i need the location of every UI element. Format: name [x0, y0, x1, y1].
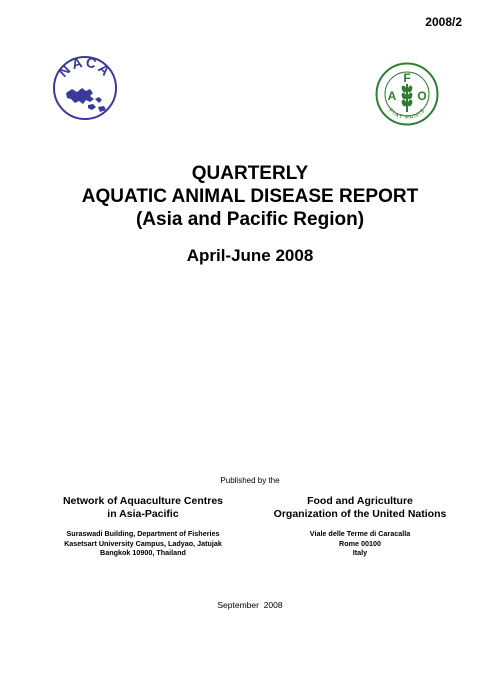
publisher-address — [255, 529, 465, 558]
publisher-name — [38, 495, 248, 521]
report-period: April-June 2008 — [186, 246, 314, 265]
fao-letter-f: F — [403, 71, 411, 85]
publisher-fao — [255, 495, 465, 558]
publisher-address — [38, 529, 248, 558]
address-line: Viale delle Terme di Caracalla — [309, 529, 411, 538]
fao-logo-icon — [375, 62, 439, 126]
publisher-name-line: Organization of the United Nations — [273, 508, 447, 520]
fao-letter-o: O — [417, 89, 427, 103]
address-line: Bangkok 10900, Thailand — [100, 548, 186, 557]
naca-logo-text: NACA — [55, 55, 115, 81]
published-by-label: Published by the — [220, 476, 280, 485]
address-line: Kasetsart University Campus, Ladyao, Jatujak — [64, 538, 222, 548]
publisher-name-line: in Asia-Pacific — [107, 508, 179, 520]
fao-letter-a: A — [387, 89, 397, 103]
fao-motto: FIAT PANIS — [387, 107, 427, 122]
report-title — [0, 162, 500, 231]
publication-date: September 2008 — [217, 600, 283, 610]
title-line-3: (Asia and Pacific Region) — [135, 209, 365, 230]
address-line: Italy — [352, 548, 368, 557]
svg-text:NACA — [55, 55, 115, 80]
publisher-naca — [38, 495, 248, 558]
publisher-name — [255, 495, 465, 521]
title-line-2: AQUATIC ANIMAL DISEASE REPORT — [81, 186, 419, 207]
publisher-name-line: Network of Aquaculture Centres — [62, 495, 224, 507]
title-line-1: QUARTERLY — [191, 163, 309, 184]
naca-logo-icon — [52, 55, 118, 121]
address-line: Suraswadi Building, Department of Fisheries — [66, 529, 220, 538]
address-line: Rome 00100 — [339, 538, 381, 548]
issue-number: 2008/2 — [425, 15, 462, 29]
publisher-name-line: Food and Agriculture — [307, 495, 413, 507]
